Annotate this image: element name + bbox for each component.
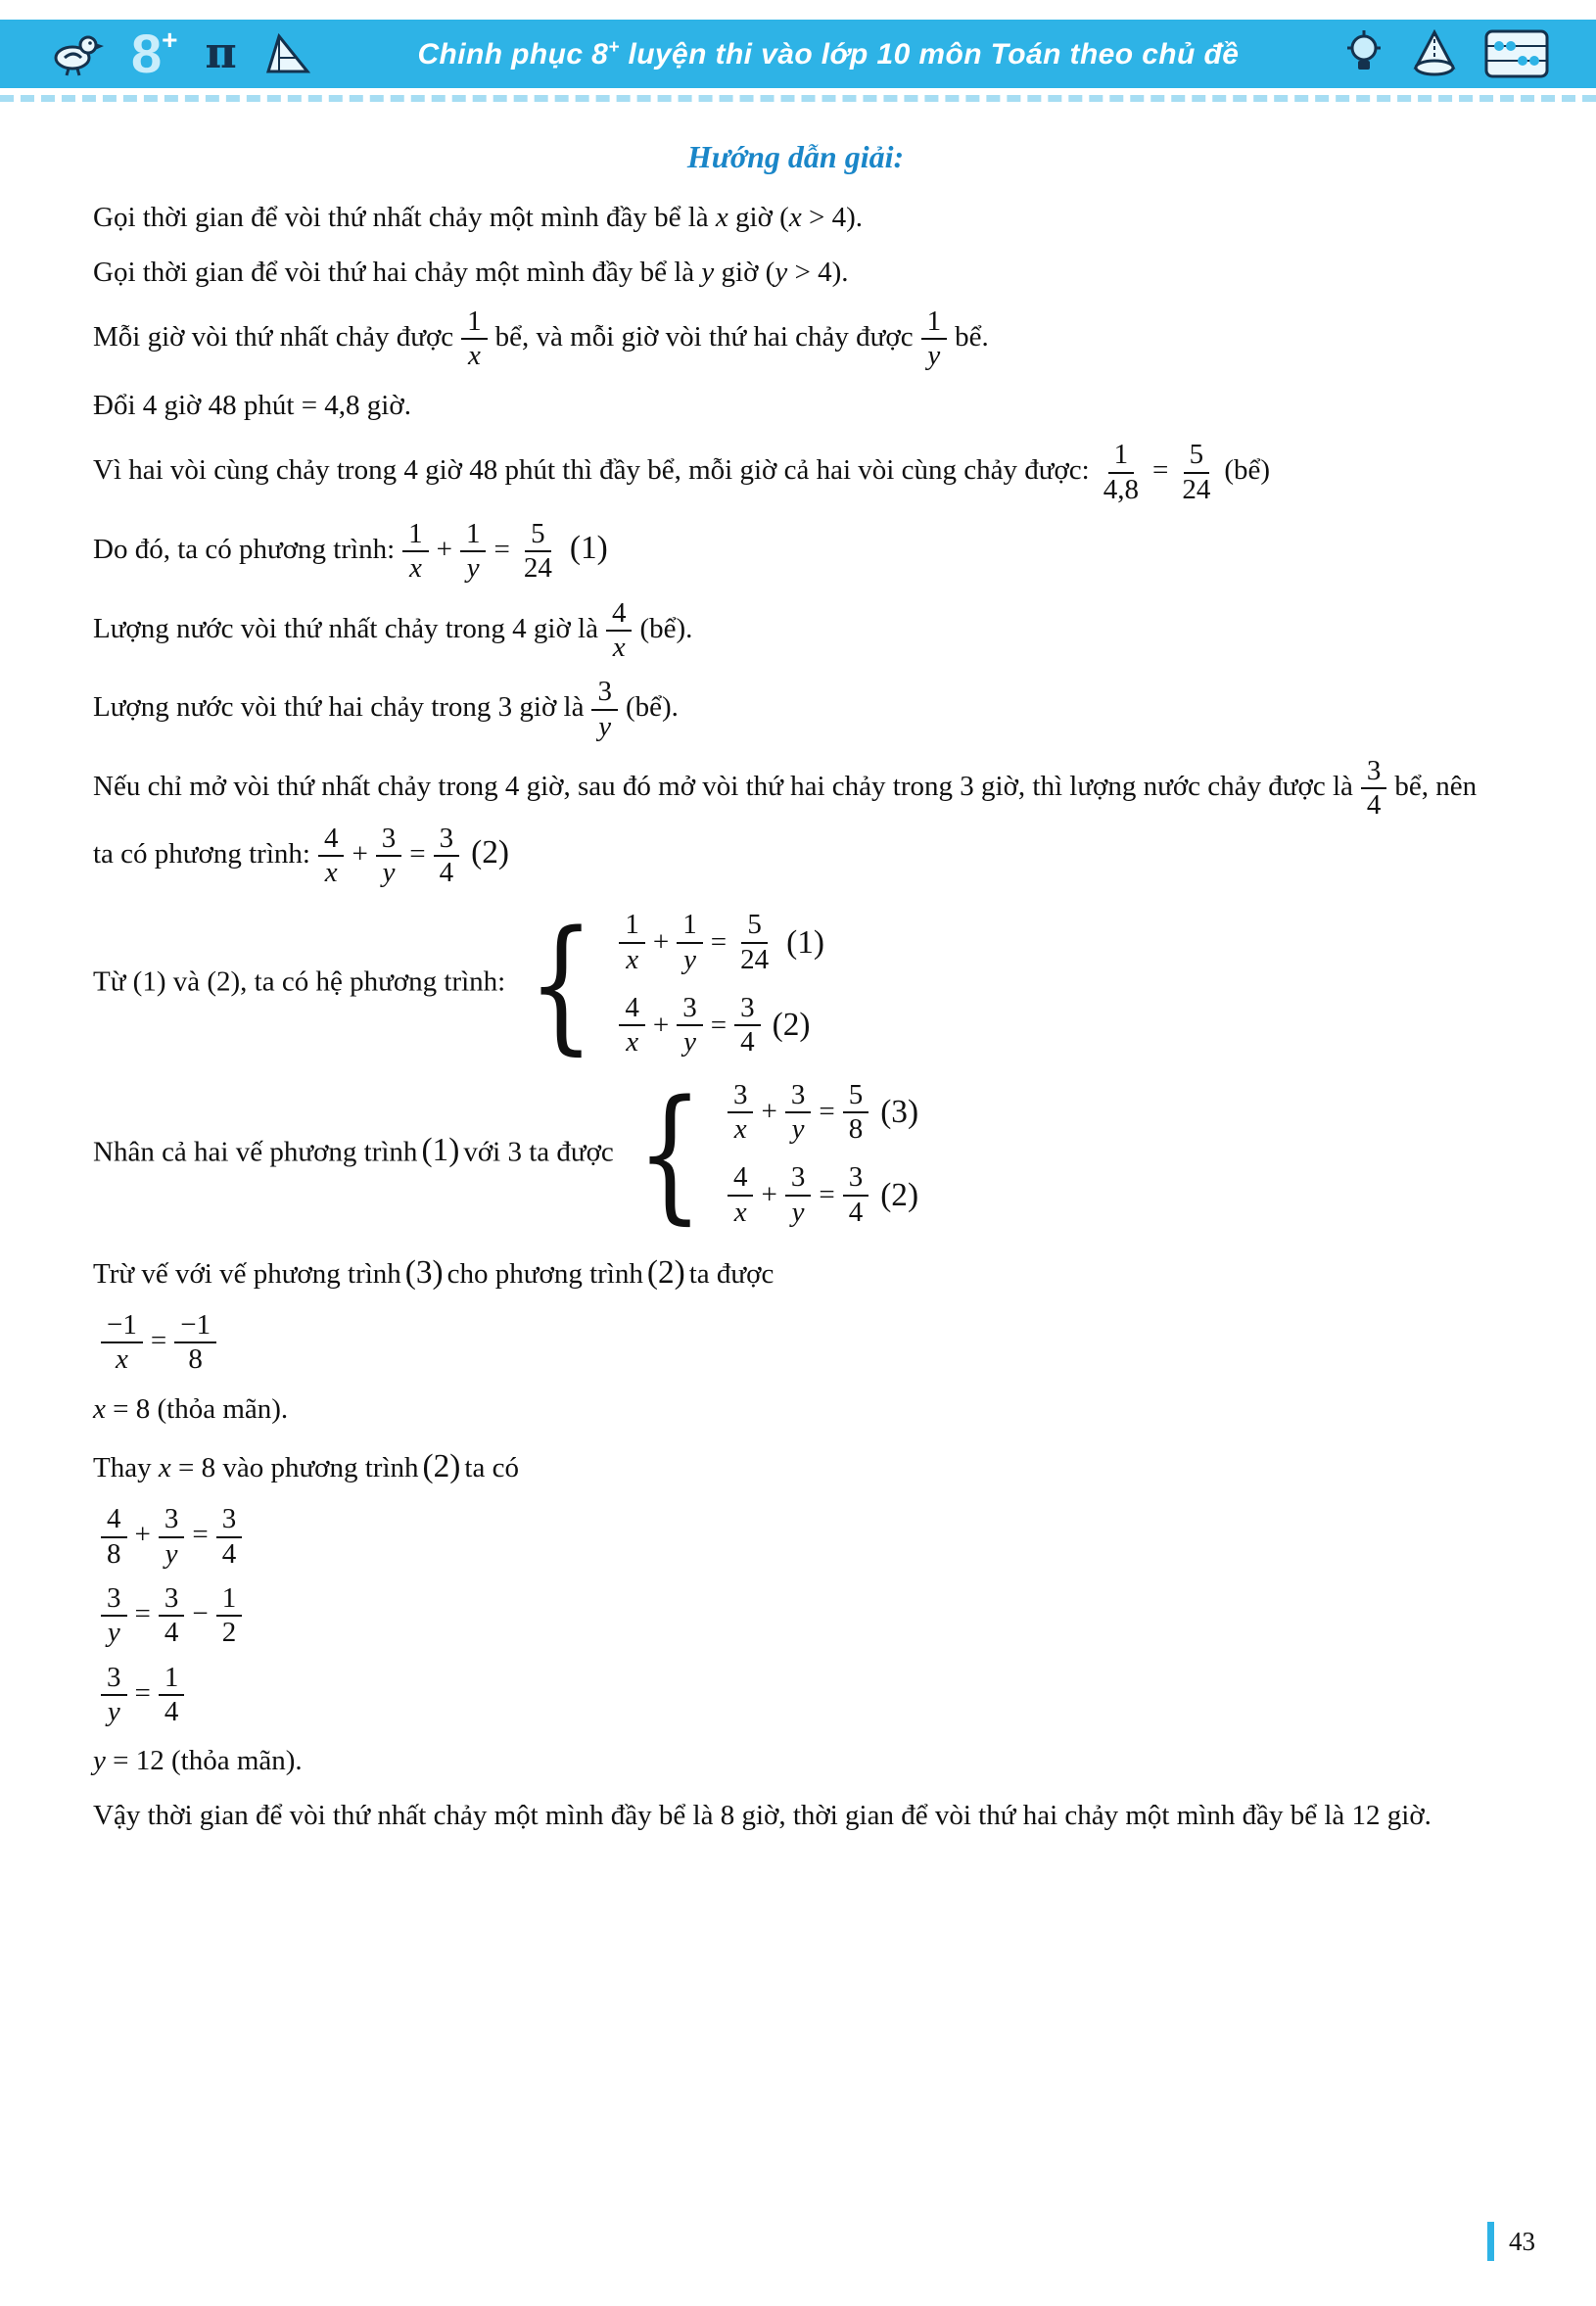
fraction — [216, 1503, 243, 1571]
fraction — [619, 992, 645, 1059]
equation-number: (2) — [646, 1254, 685, 1292]
denominator: 4,8 — [1103, 473, 1139, 505]
text-run: = — [819, 1178, 835, 1210]
equation-number: (1) — [786, 923, 825, 961]
text-run: = 12 (thỏa mãn). — [105, 1745, 303, 1777]
eight-plus-badge: 8 + — [131, 23, 178, 84]
denominator: 4 — [164, 1696, 179, 1727]
fraction — [101, 1582, 127, 1650]
fraction — [606, 597, 633, 665]
text-run: = — [409, 837, 426, 870]
numerator: 3 — [785, 1079, 812, 1113]
numerator: 4 — [318, 823, 345, 857]
content-line — [93, 755, 1498, 889]
content-line — [93, 1388, 1498, 1432]
text-run: = — [819, 1096, 835, 1128]
numerator: 3 — [159, 1503, 185, 1537]
text-run: = — [150, 1325, 167, 1357]
solution-title: Hướng dẫn giải: — [686, 139, 905, 174]
denominator: 8 — [107, 1537, 121, 1570]
numerator: 3 — [101, 1582, 127, 1617]
text-run: với 3 ta được — [463, 1136, 614, 1168]
numerator: 5 — [525, 518, 551, 552]
fraction — [677, 909, 703, 976]
numerator: 1 — [1108, 439, 1135, 473]
pi-icon: π — [205, 28, 237, 78]
text-run: = 8 (thỏa mãn). — [105, 1392, 289, 1425]
text-run: + — [652, 1009, 670, 1041]
text-run: giờ ( — [714, 256, 775, 288]
fraction — [159, 1662, 185, 1729]
denominator: y — [107, 1617, 120, 1649]
text-run: (bể). — [625, 691, 679, 724]
text-run: cho phương trình — [446, 1258, 643, 1291]
brace-icon: { — [528, 900, 595, 1068]
denominator: y — [791, 1113, 805, 1146]
text-run: > 4). — [787, 256, 849, 288]
text-run: bể, nên ta có phương trình: — [93, 770, 1478, 870]
math-variable: x — [93, 1392, 106, 1425]
denominator: 4 — [164, 1617, 179, 1649]
abacus-icon — [1484, 29, 1549, 78]
fraction — [921, 306, 948, 373]
fraction — [1098, 439, 1145, 506]
fraction — [460, 518, 487, 586]
numerator: 4 — [728, 1161, 754, 1196]
numerator: 3 — [843, 1161, 869, 1196]
numerator: 1 — [619, 909, 645, 943]
numerator: 4 — [606, 597, 633, 632]
text-run: Lượng nước vòi thứ hai chảy trong 3 giờ là — [93, 691, 585, 724]
book-title: Chinh phục 8+ luyện thi vào lớp 10 môn Toán theo chủ đề — [417, 36, 1240, 71]
fraction — [402, 518, 429, 586]
system-rows — [611, 909, 828, 1059]
fraction — [677, 992, 703, 1059]
text-run: = 8 vào phương trình — [170, 1452, 419, 1484]
numerator: 3 — [734, 992, 761, 1026]
text-run: bể, và mỗi giờ vòi thứ hai chảy được — [494, 321, 914, 353]
text-run: + — [134, 1519, 151, 1551]
system-row — [611, 909, 828, 976]
solution-section — [0, 102, 1596, 1837]
fraction — [1176, 439, 1216, 506]
content-line — [93, 197, 1498, 240]
denominator: 24 — [523, 552, 552, 585]
fraction — [1361, 755, 1387, 823]
fraction — [159, 1503, 185, 1571]
numerator: 1 — [159, 1662, 185, 1696]
text-run: Gọi thời gian để vòi thứ hai chảy một mình đầy bể là — [93, 256, 702, 288]
fraction — [843, 1079, 869, 1147]
text-run: + — [436, 533, 452, 565]
content-line — [93, 1582, 1498, 1650]
text-run: Từ (1) và (2), ta có hệ phương trình: — [93, 965, 506, 998]
denominator: x — [733, 1113, 747, 1146]
text-run: = — [1151, 454, 1169, 487]
content-line — [93, 1740, 1498, 1783]
page-header-banner — [0, 20, 1596, 88]
numerator: 1 — [921, 306, 948, 340]
math-variable: y — [701, 256, 715, 288]
equation-number: (2) — [880, 1176, 919, 1213]
denominator: 4 — [1366, 789, 1382, 822]
fraction — [174, 1309, 216, 1377]
denominator: x — [626, 943, 639, 975]
text-run: giờ ( — [728, 202, 789, 233]
solution-body — [93, 197, 1498, 1837]
text-run: ta được — [688, 1258, 775, 1291]
numerator: 3 — [677, 992, 703, 1026]
text-run: = — [710, 925, 728, 958]
math-variable: x — [158, 1452, 171, 1484]
content-line — [93, 1248, 1498, 1297]
numerator: 3 — [101, 1662, 127, 1696]
equation-system — [624, 1069, 922, 1239]
fraction — [101, 1662, 127, 1729]
text-run: + — [761, 1096, 777, 1128]
content-line — [93, 1309, 1498, 1377]
numerator: 3 — [728, 1079, 754, 1113]
system-row — [720, 1161, 922, 1229]
equation-system — [515, 900, 828, 1068]
numerator: 1 — [402, 518, 429, 552]
numerator: 3 — [1361, 755, 1387, 789]
text-run: = — [134, 1597, 151, 1629]
text-run: Nếu chỉ mở vòi thứ nhất chảy trong 4 giờ, sau đó mở vòi thứ hai chảy trong 3 giờ, thì lượng nước chảy được là — [93, 770, 1353, 802]
numerator: 1 — [461, 306, 488, 340]
denominator: 8 — [188, 1343, 203, 1376]
text-run: > 4). — [801, 202, 863, 233]
equation-number: (3) — [404, 1254, 444, 1292]
denominator: x — [408, 552, 422, 585]
text-run: Đổi 4 giờ 48 phút = 4,8 giờ. — [93, 389, 411, 421]
content-line — [93, 252, 1498, 295]
denominator: x — [612, 631, 626, 663]
denominator: x — [467, 340, 481, 372]
equation-number: (2) — [772, 1007, 811, 1044]
content-line — [93, 439, 1498, 506]
denominator: x — [733, 1196, 747, 1228]
denominator: x — [115, 1343, 128, 1376]
text-run: Trừ vế với vế phương trình — [93, 1258, 401, 1291]
content-line — [93, 1662, 1498, 1729]
bulb-icon — [1343, 29, 1385, 78]
math-variable: y — [93, 1745, 106, 1777]
fraction — [461, 306, 488, 373]
triangle-icon — [264, 32, 313, 75]
text-run: Vì hai vòi cùng chảy trong 4 giờ 48 phút thì đầy bể, mỗi giờ cả hai vòi cùng chảy được: — [93, 454, 1090, 487]
denominator: y — [107, 1696, 120, 1727]
content-line — [93, 385, 1498, 428]
fraction — [434, 823, 460, 890]
fraction — [734, 992, 761, 1059]
numerator: 1 — [460, 518, 487, 552]
denominator: y — [683, 943, 696, 975]
numerator: 3 — [216, 1503, 243, 1537]
text-run: = — [710, 1009, 728, 1041]
denominator: 2 — [221, 1617, 237, 1649]
fraction — [728, 1161, 754, 1229]
fraction — [591, 676, 618, 743]
page-number: 43 — [1487, 2222, 1535, 2262]
text-run: Vậy thời gian để vòi thứ nhất chảy một mình đầy bể là 8 giờ, thời gian để vòi thứ hai chảy một mình đầy bể là 12 giờ. — [93, 1799, 1432, 1831]
denominator: y — [683, 1026, 696, 1059]
system-row — [611, 992, 828, 1059]
denominator: x — [626, 1026, 639, 1059]
content-line — [93, 1442, 1498, 1491]
text-run: Lượng nước vòi thứ nhất chảy trong 4 giờ là — [93, 612, 598, 644]
math-variable: y — [775, 256, 788, 288]
numerator: 3 — [785, 1161, 812, 1196]
fraction — [216, 1582, 243, 1650]
content-line — [93, 1503, 1498, 1571]
denominator: 4 — [740, 1026, 755, 1059]
numerator: 1 — [677, 909, 703, 943]
fraction — [318, 823, 345, 890]
numerator: 4 — [101, 1503, 127, 1537]
denominator: 24 — [740, 943, 770, 975]
numerator: 3 — [376, 823, 402, 857]
fraction — [619, 909, 645, 976]
content-line — [93, 1795, 1498, 1838]
text-run: + — [761, 1178, 777, 1210]
denominator: 4 — [439, 856, 454, 888]
equation-number: (1) — [421, 1132, 460, 1169]
text-run: Gọi thời gian để vòi thứ nhất chảy một mình đầy bể là — [93, 202, 716, 233]
denominator: 4 — [221, 1537, 237, 1570]
denominator: y — [598, 710, 612, 742]
content-line — [93, 306, 1498, 373]
header-dashed-divider — [0, 95, 1596, 102]
denominator: y — [791, 1196, 805, 1228]
fraction — [785, 1079, 812, 1147]
math-variable: x — [788, 202, 802, 233]
text-run: (bể). — [639, 612, 693, 644]
equation-number: (2) — [471, 833, 510, 871]
system-row — [720, 1079, 922, 1147]
fraction — [101, 1503, 127, 1571]
content-line — [93, 900, 1498, 1068]
numerator: 5 — [1184, 439, 1210, 473]
numerator: −1 — [101, 1309, 143, 1343]
content-line — [93, 597, 1498, 665]
content-line — [93, 518, 1498, 586]
text-run: (bể) — [1224, 454, 1271, 487]
fraction — [101, 1309, 143, 1377]
equation-number: (3) — [880, 1094, 919, 1131]
text-run: Thay — [93, 1452, 159, 1484]
text-run: Do đó, ta có phương trình: — [93, 533, 396, 565]
equation-number: (1) — [569, 529, 608, 566]
numerator: 3 — [591, 676, 618, 710]
text-run: Nhân cả hai vế phương trình — [93, 1136, 418, 1168]
text-run: − — [192, 1597, 209, 1629]
fraction — [734, 909, 775, 976]
numerator: 3 — [434, 823, 460, 857]
denominator: y — [382, 856, 396, 888]
fraction — [728, 1079, 754, 1147]
denominator: 4 — [848, 1196, 864, 1228]
text-run: = — [493, 533, 510, 565]
numerator: 4 — [619, 992, 645, 1026]
numerator: −1 — [174, 1309, 216, 1343]
system-rows — [720, 1079, 922, 1229]
text-run: + — [652, 925, 670, 958]
numerator: 3 — [159, 1582, 185, 1617]
brace-icon: { — [635, 1069, 703, 1239]
fraction — [843, 1161, 869, 1229]
fraction — [376, 823, 402, 890]
content-line — [93, 676, 1498, 743]
fraction — [785, 1161, 812, 1229]
text-run: + — [352, 837, 368, 870]
content-line — [93, 1069, 1498, 1239]
text-run: Mỗi giờ vòi thứ nhất chảy được — [93, 321, 454, 353]
denominator: 8 — [848, 1113, 864, 1146]
text-run: = — [192, 1519, 209, 1551]
numerator: 1 — [216, 1582, 243, 1617]
fraction — [518, 518, 558, 586]
denominator: y — [466, 552, 480, 585]
numerator: 5 — [741, 909, 768, 943]
denominator: y — [164, 1537, 178, 1570]
equation-number: (2) — [422, 1448, 461, 1485]
math-variable: x — [715, 202, 728, 233]
text-run: = — [134, 1676, 151, 1709]
text-run: bể. — [955, 321, 989, 353]
denominator: y — [927, 340, 941, 372]
text-run: ta có — [464, 1452, 519, 1484]
fraction — [159, 1582, 185, 1650]
numerator: 5 — [843, 1079, 869, 1113]
denominator: x — [324, 856, 338, 888]
bird-icon — [47, 31, 104, 76]
cone-icon — [1412, 29, 1457, 78]
denominator: 24 — [1182, 473, 1211, 505]
